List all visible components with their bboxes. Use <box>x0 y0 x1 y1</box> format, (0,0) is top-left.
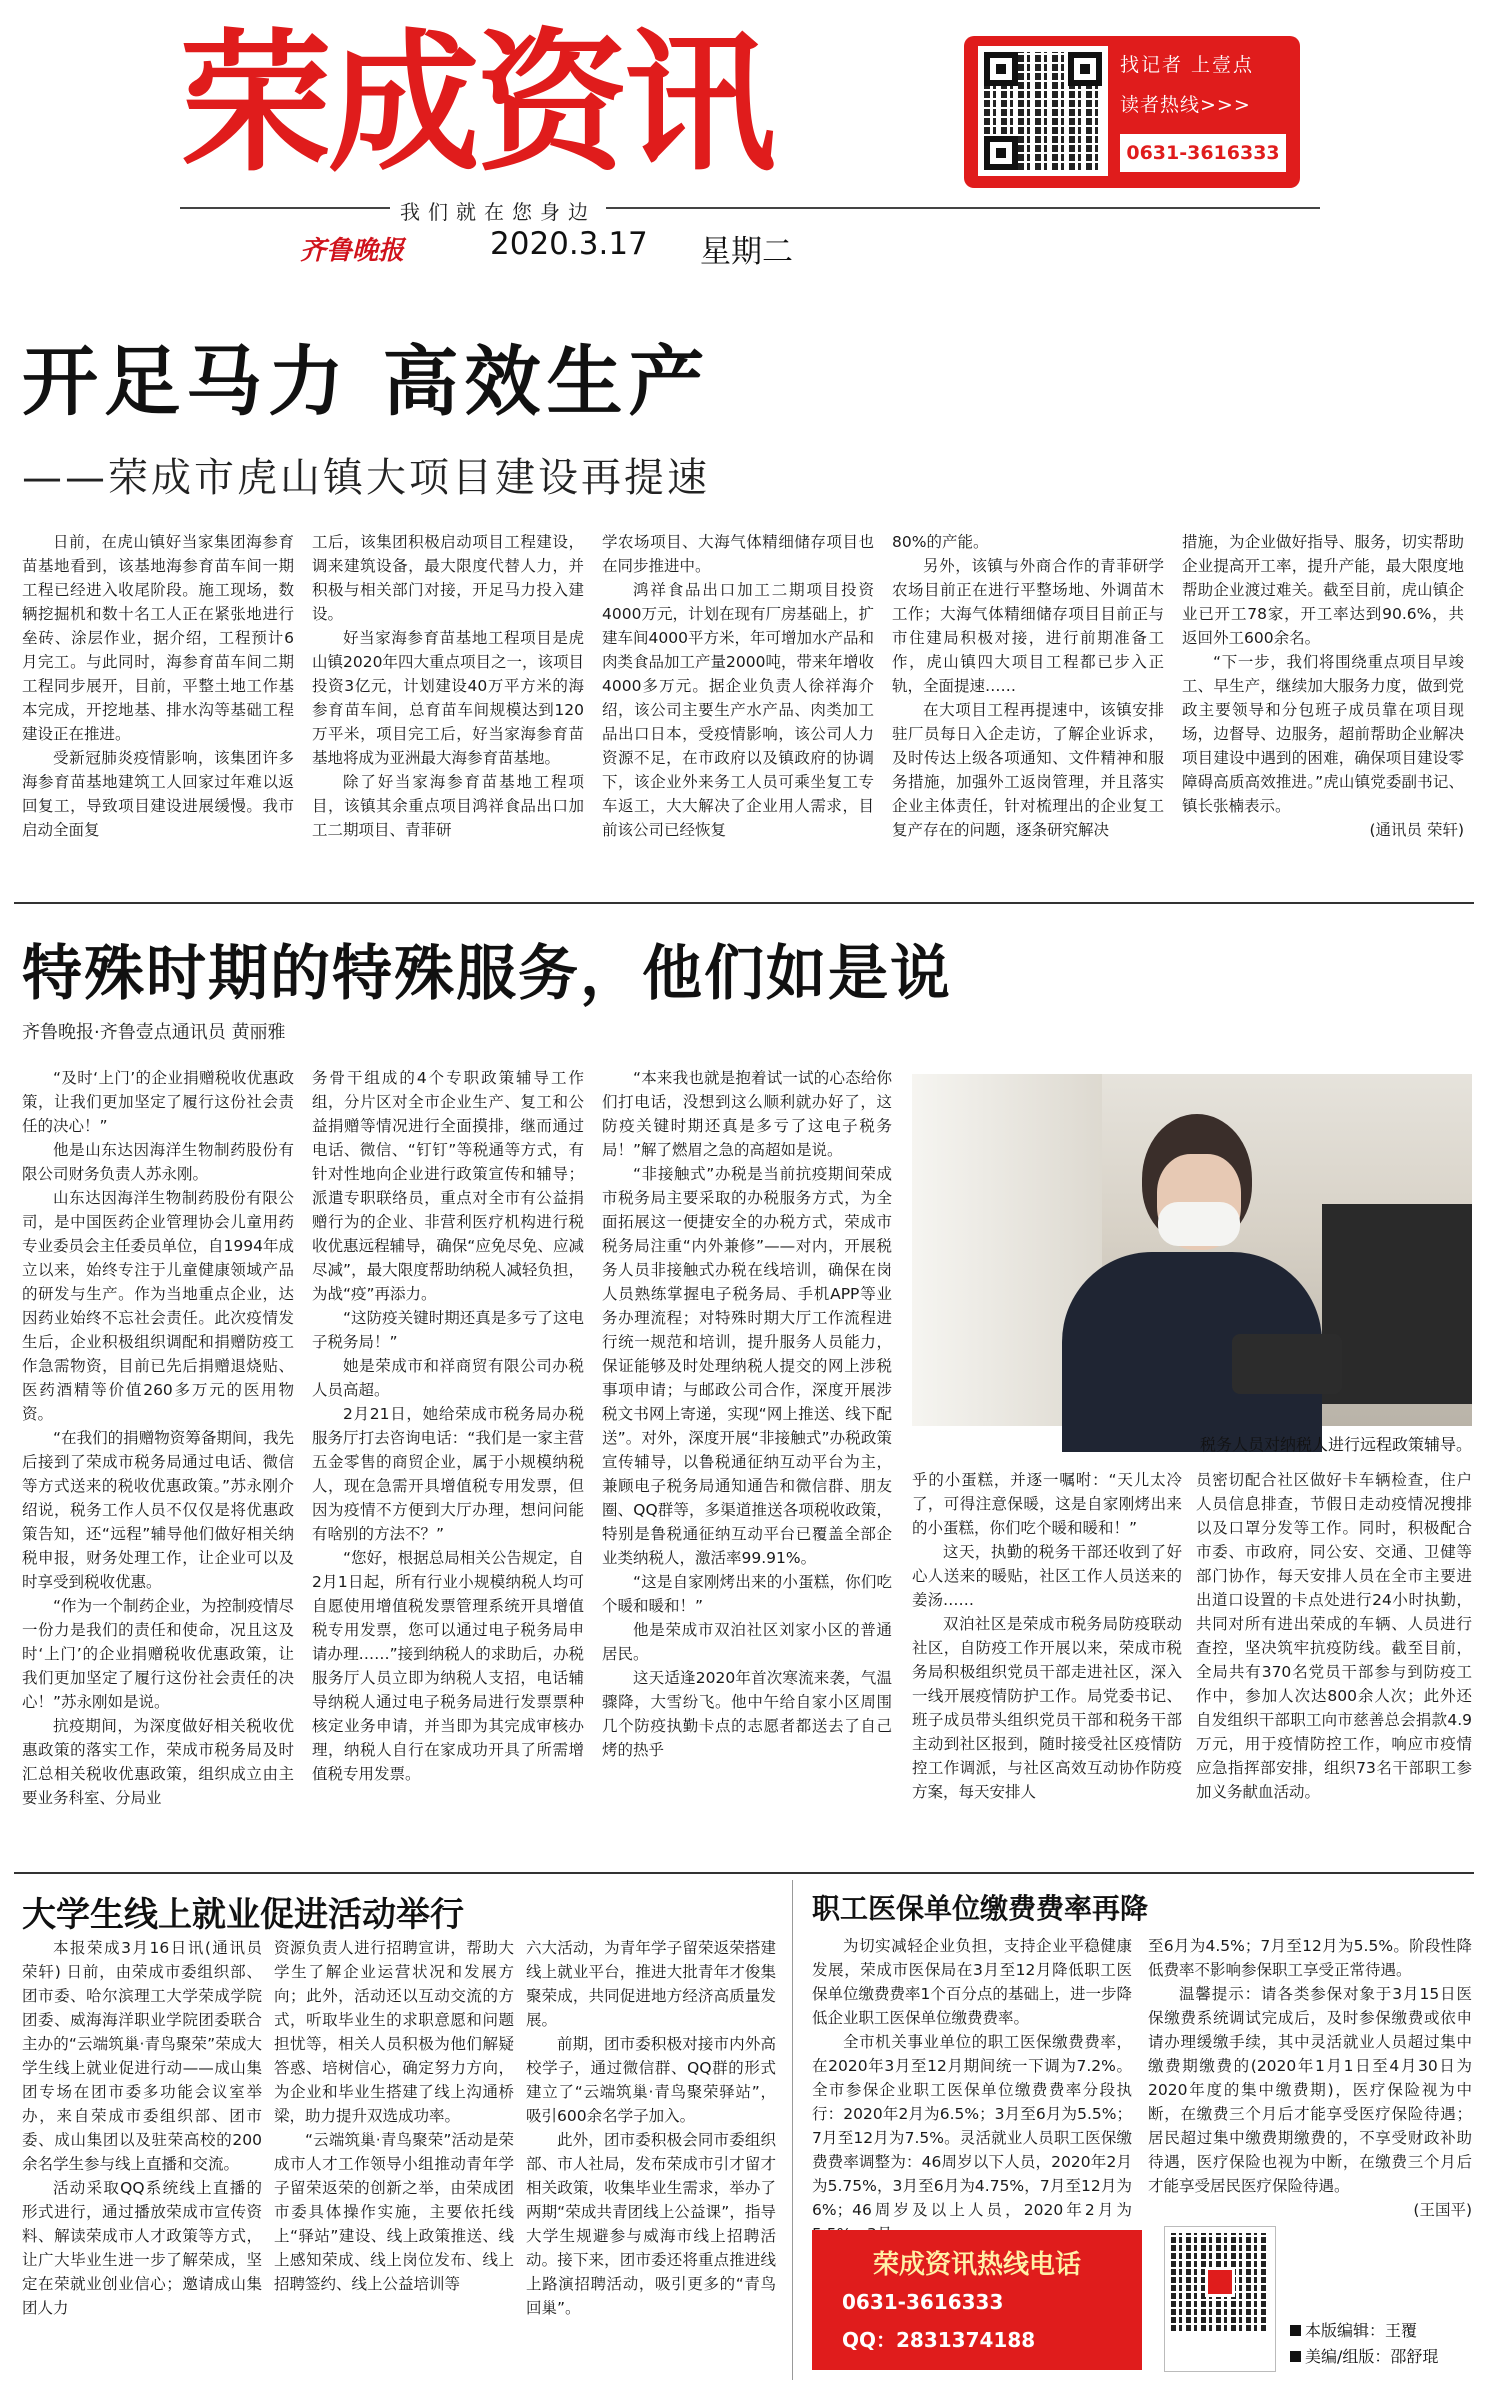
hotline-title: 荣成资讯热线电话 <box>872 2250 1081 2280</box>
paragraph: 这天适逢2020年首次寒流来袭，气温骤降，大雪纷飞。他中午给自家小区周围几个防疫执勤卡点的志愿者都送去了自己烤的热乎 <box>602 1669 892 1759</box>
photo-caption: 税务人员对纳税人进行远程政策辅导。 <box>1199 1435 1472 1454</box>
paragraph: “下一步，我们将围绕重点项目早竣工、早生产，继续加大服务力度，做到党政主要领导和分包班子成员靠在项目现场，边督导、边服务，超前帮助企业解决项目建设中遇到的困难，确保项目建设零障碍高质高效推进。”虎山镇党委副书记、镇长张楠表示。 <box>1182 653 1464 815</box>
paragraph: 在大项目工程再提速中，该镇安排驻厂员每日入企走访，了解企业诉求，及时传达上级各项通知、文件精神和服务措施，加强外工返岗管理，并且落实企业主体责任，针对梳理出的企业复工复产存在的问题，逐条研究解决 <box>892 701 1164 839</box>
paragraph: 除了好当家海参育苗基地工程项目，该镇其余重点项目鸿祥食品出口加工二期项目、青菲研 <box>312 773 584 839</box>
paragraph: 此外，团市委积极会同市委组织部、市人社局，发布荣成市引才留才相关政策，收集毕业生需求，举办了两期“荣成共青团线上公益课”，指导大学生规避参与威海市线上招聘活动。接下来，团市委还将重点推进线上路演招聘活动，吸引更多的“青鸟回巢”。 <box>526 2131 776 2317</box>
paragraph: 这天，执勤的税务干部还收到了好心人送来的暖贴，社区工作人员送来的姜汤…… <box>912 1543 1182 1609</box>
paragraph: “这是自家刚烤出来的小蛋糕，你们吃个暖和暖和！” <box>602 1573 892 1615</box>
article1-subtitle: ——荣成市虎山镇大项目建设再提速 <box>22 455 710 501</box>
newspaper-logo: 齐鲁晚报 <box>300 236 405 266</box>
paragraph: 全市机关事业单位的职工医保缴费费率，在2020年3月至12月期间统一下调为7.2%。全市参保企业职工医保单位缴费费率分段执行：2020年2月为6.5%；3月至6月为5.5%；7月至12月为7.5%。灵活就业人员职工医保缴费费率调整为：46周岁以下人员，2020年2月为5.75%，3月至6月为4.75%，7月至12月为6%；46周岁及以上人员，2020年2月为 <box>812 2033 1132 2219</box>
paragraph: 资源负责人进行招聘宣讲，帮助大学生了解企业运营状况和发展方向；此外，活动还以互动交流的方式，听取毕业生的求职意愿和问题担忧等，相关人员积极为他们解疑答惑、培树信心，确定努力方向，为企业和毕业生搭建了线上沟通桥梁，助力提升双选成功率。 <box>274 1939 514 2125</box>
section-divider <box>14 902 1474 904</box>
contact-line-1: 找记者 上壹点 <box>1120 54 1255 76</box>
article1-column-1 <box>22 530 294 880</box>
paragraph: 抗疫期间，为深度做好相关税收优惠政策的落实工作，荣成市税务局及时汇总相关税收优惠政策，组织成立由主要业务科室、分局业 <box>22 1717 294 1807</box>
paragraph: 为切实减轻企业负担，支持企业平稳健康发展，荣成市医保局在3月至12月降低职工医保单位缴费费率1个百分点的基础上，进一步降低企业职工医保单位缴费费率。 <box>812 1937 1132 2027</box>
paragraph: 好当家海参育苗基地工程项目是虎山镇2020年四大重点项目之一，该项目投资3亿元，计划建设40万平方米的海参育苗车间，总育苗车间规模达到120万平米，项目完工后，好当家海参育苗基地将成为亚洲最大海参育苗基地。 <box>312 629 584 767</box>
paragraph: 措施，为企业做好指导、服务，切实帮助企业提高开工率，提升产能，最大限度地帮助企业渡过难关。截至目前，虎山镇企业已开工78家，开工率达到90.6%，共返回外工600余名。 <box>1182 533 1464 647</box>
article1-column-5 <box>1182 530 1464 880</box>
article4-signature: (王国平) <box>1413 2201 1472 2219</box>
contact-phone: 0631-3616333 <box>1120 134 1286 172</box>
paragraph: 活动采取QQ系统线上直播的形式进行，通过播放荣成市宣传资料、解读荣成市人才政策等方式，让广大毕业生进一步了解荣成，坚定在荣就业创业信心；邀请成山集团人力 <box>22 2179 262 2317</box>
paragraph: “本来我也就是抱着试一试的心态给你们打电话，没想到这么顺利就办好了，这防疫关键时期还真是多亏了这电子税务局！”解了燃眉之急的高超如是说。 <box>602 1069 892 1159</box>
paragraph: 受新冠肺炎疫情影响，该集团许多海参育苗基地建筑工人回家过年难以返回复工，导致项目建设进展缓慢。我市启动全面复 <box>22 749 294 839</box>
section-divider <box>14 1872 1474 1874</box>
paragraph: 乎的小蛋糕，并逐一嘱咐：“天儿太冷了，可得注意保暖，这是自家刚烤出来的小蛋糕，你们吃个暖和暖和！” <box>912 1471 1182 1537</box>
article4-column-2 <box>1148 1934 1472 2224</box>
paragraph: 前期，团市委积极对接市内外高校学子，通过微信群、QQ群的形式建立了“云端筑巢·青鸟聚荣驿站”，吸引600余名学子加入。 <box>526 2035 776 2125</box>
editor-credit: 本版编辑：王覆 <box>1290 2318 1438 2344</box>
column-rule <box>792 1880 793 2380</box>
paragraph: “云端筑巢·青鸟聚荣”活动是荣成市人才工作领导小组推动青年学子留荣返荣的创新之举，由荣成团市委具体操作实施，主要依托线上“驿站”建设、线上政策推送、线上感知荣成、线上岗位发布、线上招聘签约、线上公益培训等 <box>274 2131 514 2293</box>
issue-weekday: 星期二 <box>700 234 793 270</box>
paragraph: 温馨提示：请各类参保对象于3月15日医保缴费系统调试完成后，及时参保缴费或依申请办理缓缴手续，其中灵活就业人员超过集中缴费期缴费的(2020年1月1日至4月30日为2020年度的集中缴费期)，医疗保险视为中断，在缴费三个月后才能享受医疗保险待遇；居民超过集中缴费期缴费的，不享受财政补助待遇，医疗保险也视为中断，在缴费三个月后才能享受居民医疗保险待遇。 <box>1148 1985 1472 2195</box>
article3-column-1 <box>22 1936 262 2376</box>
article3-column-3 <box>526 1936 776 2376</box>
article2-column-3 <box>602 1066 892 1856</box>
paragraph: 鸿祥食品出口加工二期项目投资4000万元，计划在现有厂房基础上，扩建车间4000平方米，年可增加水产品和肉类食品加工产量2000吨，带来年增收4000多万元。据企业负责人徐祥海介绍，该公司主要生产水产品、肉类加工品出口日本，受疫情影响，该公司人力资源不足，在市政府以及镇政府的协调下，该企业外来务工人员可乘坐复工专车返工，大大解决了企业用人需求，目前该公司已经恢复 <box>602 581 874 839</box>
article1-title: 开足马力 高效生产 <box>22 337 711 426</box>
paragraph: 工后，该集团积极启动项目工程建设，调来建筑设备，最大限度代替人力，并积极与相关部门对接，开足马力投入建设。 <box>312 533 584 623</box>
paragraph: 他是荣成市双泊社区刘家小区的普通居民。 <box>602 1621 892 1663</box>
article3-title: 大学生线上就业促进活动举行 <box>22 1895 464 1935</box>
hotline-phone: 0631-3616333 <box>842 2290 1004 2314</box>
article4-title: 职工医保单位缴费费率再降 <box>812 1892 1149 1925</box>
paragraph: 80%的产能。 <box>892 533 989 551</box>
paragraph: 务骨干组成的4个专职政策辅导工作组，分片区对全市企业生产、复工和公益捐赠等情况进行全面摸排，继而通过电话、微信、“钉钉”等税通等方式，有针对性地向企业进行政策宣传和辅导；派遣专职联络员，重点对全市有公益捐赠行为的企业、非营利医疗机构进行税收优惠远程辅导，确保“应免尽免、应减尽减”，最大限度帮助纳税人减轻负担，为战“疫”再添力。 <box>312 1069 584 1303</box>
article1-column-2 <box>312 530 584 880</box>
paragraph: 本报荣成3月16日讯(通讯员 荣轩) 日前，由荣成市委组织部、团市委、哈尔滨理工大学荣成学院团委、威海海洋职业学院团委联合主办的“云端筑巢·青鸟聚荣”荣成大学生线上就业促进行动——成山集团专场在团市委多功能会议室举办，来自荣成市委组织部、团市委、成山集团以及驻荣高校的200余名学生参与线上直播和交流。 <box>22 1939 262 2173</box>
page-credits <box>1290 2318 1438 2370</box>
article4-column-1 <box>812 1934 1132 2224</box>
masthead-rule <box>180 207 1320 209</box>
hotline-qq: QQ：2831374188 <box>842 2328 1036 2352</box>
article2-title: 特殊时期的特殊服务，他们如是说 <box>22 939 952 1009</box>
paragraph: 至6月为4.5%；7月至12月为5.5%。阶段性降低费率不影响参保职工享受正常待遇。 <box>1148 1937 1472 1979</box>
article2-column-5 <box>1196 1468 1472 1856</box>
tax-officer-photo <box>912 1074 1472 1426</box>
paragraph: 六大活动，为青年学子留荣返荣搭建线上就业平台，推进大批青年才俊集聚荣成，共同促进地方经济高质量发展。 <box>526 1939 776 2029</box>
paragraph: 学农场项目、大海气体精细储存项目也在同步推进中。 <box>602 533 874 575</box>
paragraph: “您好，根据总局相关公告规定，自2月1日起，所有行业小规模纳税人均可自愿使用增值税发票管理系统开具增值税专用发票，您可以通过电子税务局申请办理……”接到纳税人的求助后，办税服务厅人员立即为纳税人支招，电话辅导纳税人通过电子税务局进行发票票种核定业务申请，并当即为其完成审核办理，纳税人自行在家成功开具了所需增值税专用发票。 <box>312 1549 584 1783</box>
paragraph: “作为一个制药企业，为控制疫情尽一份力是我们的责任和使命，况且这及时‘上门’的企业捐赠税收优惠政策，让我们更加坚定了履行这份社会责任的决心！”苏永刚如是说。 <box>22 1597 294 1711</box>
article2-column-2 <box>312 1066 584 1856</box>
paragraph: “在我们的捐赠物资筹备期间，我先后接到了荣成市税务局通过电话、微信等方式送来的税收优惠政策。”苏永刚介绍说，税务工作人员不仅仅是将优惠政策告知，还“远程”辅导他们做好相关纳税申报，财务处理工作，让企业可以及时享受到税收优惠。 <box>22 1429 294 1591</box>
article3-column-2 <box>274 1936 514 2376</box>
paragraph: 山东达因海洋生物制药股份有限公司，是中国医药企业管理协会儿童用药专业委员会主任委员单位，自1994年成立以来，始终专注于儿童健康领域产品的研发与生产。作为当地重点企业，达因药业始终不忘社会责任。此次疫情发生后，企业积极组织调配和捐赠防疫工作急需物资，目前已先后捐赠退烧贴、医药酒精等价值260多万元的医用物资。 <box>22 1189 294 1423</box>
article1-signature: (通讯员 荣轩) <box>1369 821 1464 839</box>
masthead-title: 荣成资讯 <box>180 15 772 192</box>
issue-date: 2020.3.17 <box>490 226 648 262</box>
paragraph: 日前，在虎山镇好当家集团海参育苗基地看到，该基地海参育苗车间一期工程已经进入收尾阶段。施工现场，数辆挖掘机和数十名工人正在紧张地进行垒砖、涂层作业，据介绍，工程预计6月完工。与此同时，海参育苗车间二期工程同步展开，目前，平整土地工作基本完成，开挖地基、排水沟等基础工程建设正在推进。 <box>22 533 294 743</box>
paragraph: “及时‘上门’的企业捐赠税收优惠政策，让我们更加坚定了履行这份社会责任的决心！” <box>22 1069 294 1135</box>
footer-qr-code-icon[interactable] <box>1164 2226 1276 2372</box>
paragraph: 2月21日，她给荣成市税务局办税服务厅打去咨询电话：“我们是一家主营五金零售的商贸企业，属于小规模纳税人，现在急需开具增值税专用发票，但因为疫情不方便到大厅办理，想问问能有啥别的方法不？” <box>312 1405 584 1543</box>
paragraph: 双泊社区是荣成市税务局防疫联动社区，自防疫工作开展以来，荣成市税务局积极组织党员干部走进社区，深入一线开展疫情防护工作。局党委书记、班子成员带头组织党员干部和税务干部主动到社区报到，随时接受社区疫情防控工作调派，与社区高效互动协作防疫方案，每天安排人 <box>912 1615 1182 1801</box>
paragraph: 另外，该镇与外商合作的青菲研学农场目前正在进行平整场地、外调苗木工作；大海气体精细储存项目目前正与市住建局积极对接，进行前期准备工作，虎山镇四大项目工程都已步入正轨，全面提速…… <box>892 557 1164 695</box>
paragraph: “这防疫关键时期还真是多亏了这电子税务局！” <box>312 1309 584 1351</box>
contact-box <box>964 36 1300 188</box>
paragraph: “非接触式”办税是当前抗疫期间荣成市税务局主要采取的办税服务方式，为全面拓展这一便捷安全的办税方式，荣成市税务局注重“内外兼修”——对内，开展税务人员非接触式办税在线培训，确保在岗人员熟练掌握电子税务局、手机APP等业务办理流程；对特殊时期大厅工作流程进行统一规范和培训，提升服务人员能力，保证能够及时处理纳税人提交的网上涉税事项申请；与邮政公司合作，深度开展涉税文书网上寄递，实现“网上推送、线下配送”。对外，深度开展“非接触式”办税政策宣传辅导，以鲁税通征纳互动平台为主，兼顾电子税务局通知通告和微信群、朋友圈、QQ群等，多渠道推送各项税收政策，特别是鲁税通征纳互动平台已覆盖全部企业类纳税人，激活率99.91%。 <box>602 1165 892 1567</box>
contact-line-2: 读者热线>>> <box>1120 94 1251 116</box>
article1-column-3 <box>602 530 874 880</box>
article2-column-4 <box>912 1468 1182 1856</box>
article2-byline: 齐鲁晚报·齐鲁壹点通讯员 黄丽雅 <box>22 1022 286 1043</box>
designer-credit: 美编/组版：邵舒琨 <box>1290 2344 1438 2370</box>
paragraph: 员密切配合社区做好卡车辆检查，住户人员信息排查，节假日走动疫情况搜排以及口罩分发等工作。同时，积极配合市委、市政府，同公安、交通、卫健等部门协作，每天安排人员在全市主要进出道口设置的卡点处进行24小时执勤，共同对所有进出荣成的车辆、人员进行查控，坚决筑牢抗疫防线。截至目前，全局共有370名党员干部参与到防疫工作中，参加人次达800余人次；此外还自发组织干部职工向市慈善总会捐款4.9万元，用于疫情防控工作，响应市疫情应急指挥部安排，组织73名干部职工参加义务献血活动。 <box>1196 1471 1472 1801</box>
masthead <box>0 0 1488 310</box>
hotline-ad <box>812 2230 1142 2370</box>
article2-column-1 <box>22 1066 294 1856</box>
paragraph: 她是荣成市和祥商贸有限公司办税人员高超。 <box>312 1357 584 1399</box>
qr-code-icon[interactable] <box>978 46 1108 176</box>
article1-column-4 <box>892 530 1164 880</box>
paragraph: 他是山东达因海洋生物制药股份有限公司财务负责人苏永刚。 <box>22 1141 294 1183</box>
masthead-slogan: 我们就在您身边 <box>390 196 606 225</box>
